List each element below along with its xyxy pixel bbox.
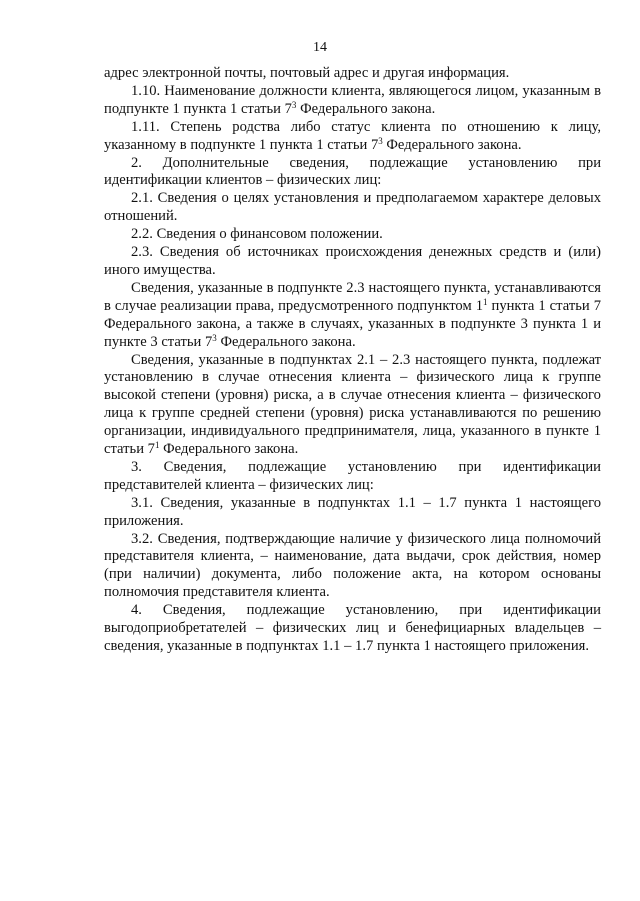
- page-number: 14: [313, 40, 327, 55]
- paragraph: Сведения, указанные в подпунктах 2.1 – 2.3 настоящего пункта, подлежат установлению в случае отнесения клиента – физического лица к группе высокой степени (уровня) риска, а в случае отнесения клиента – физического лица к группе средней степени (уровня) риска устанавливаются по решению организации, индивидуального предпринимателя, лица, указанного в пункте 1 статьи $7^1$ Федерального закона.: [104, 351, 602, 458]
- paragraph: 2.1. Сведения о целях установления и предполагаемом характере деловых отношений.: [104, 190, 602, 225]
- paragraph: Сведения, указанные в подпункте 2.3 настоящего пункта, устанавливаются в случае реализации права, предусмотренного подпунктом $1^1$ пункта 1 статьи 7 Федерального закона, а также в случаях, указанных в подпункте 3 пункта 1 и пункте 3 статьи $7^3$ Федерального закона.: [104, 279, 602, 350]
- paragraph: 2.2. Сведения о финансовом положении.: [131, 226, 383, 243]
- paragraph: 3. Сведения, подлежащие установлению при идентификации представителей клиента – физических лиц:: [104, 458, 601, 493]
- paragraph: 2.3. Сведения об источниках происхождения денежных средств и (или) иного имущества.: [104, 244, 601, 278]
- paragraph: 1.10. Наименование должности клиента, являющегося лицом, указанным в подпункте 1 пункта 1 статьи $7^3$ Федерального закона.: [104, 82, 601, 117]
- document-body: [104, 65, 601, 656]
- paragraph: адрес электронной почты, почтовый адрес и другая информация.: [104, 65, 510, 81]
- paragraph: 4. Сведения, подлежащие установлению, при идентификации выгодоприобретателей – физических лиц и бенефициарных владельцев – сведения, указанные в подпунктах 1.1 – 1.7 пункта 1 настоящего приложения.: [104, 602, 602, 654]
- paragraph: 3.1. Сведения, указанные в подпунктах 1.1 – 1.7 пункта 1 настоящего приложения.: [104, 494, 601, 529]
- paragraph: 3.2. Сведения, подтверждающие наличие у физического лица полномочий представителя клиента, – наименование, дата выдачи, срок действия, номер (при наличии) документа, либо положение акта, на котором основаны полномочия представителя клиента.: [104, 530, 602, 601]
- paragraph: 2. Дополнительные сведения, подлежащие установлению при идентификации клиентов – физических лиц:: [104, 154, 602, 189]
- paragraph: 1.11. Степень родства либо статус клиента по отношению к лицу, указанному в подпункте 1 пункта 1 статьи $7^3$ Федерального закона.: [104, 118, 602, 153]
